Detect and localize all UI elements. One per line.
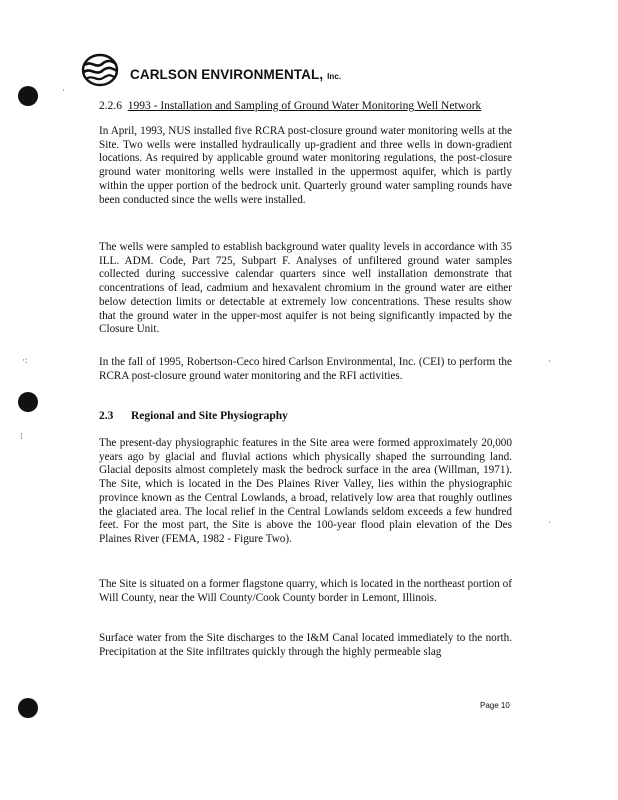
scan-speck: ·: [62, 85, 65, 95]
company-name: [130, 67, 341, 82]
binder-hole-bottom: [18, 698, 38, 718]
page-number: Page 10: [480, 701, 510, 710]
section-number: 2.3: [99, 410, 114, 422]
section-heading-2-2-6: [99, 100, 481, 112]
paragraph-site-location: The Site is situated on a former flagstone quarry, which is located in the northeast portion of Will County, near the Will County/Cook County border in Lemont, Illinois.: [99, 578, 512, 604]
section-heading-2-3: [99, 410, 288, 422]
binder-hole-top: [18, 86, 38, 106]
scan-speck: ·: [548, 356, 551, 366]
paragraph-surface-water: Surface water from the Site discharges to the I&M Canal located immediately to the north. Precipitation at the Site infiltrates quickly through the highly permeable slag: [99, 632, 512, 658]
scan-speck: ⁝: [20, 431, 23, 441]
scan-speck: ·: [548, 517, 551, 527]
section-title: Regional and Site Physiography: [131, 410, 288, 422]
paragraph-well-installation: In April, 1993, NUS installed five RCRA post-closure ground water monitoring wells at the Site. Two wells were installed hydraulically up-gradient and three wells in down-gradient locations. As required by applicable ground water monitoring regulations, the post-closure ground water monitoring wells were installed in the uppermost aquifer, which is partly within the upper portion of the bedrock unit. Quarterly ground water sampling rounds have been conducted since the wells were installed.: [99, 125, 512, 206]
paragraph-physiography: The present-day physiographic features in the Site area were formed approximately 20,000 years ago by glacial and fluvial actions which physically shaped the surrounding land. Glacial deposits almost completely mask the bedrock surface in the area (Willman, 1971). The Site, which is located in the Des Plaines River Valley, lies within the physiographic province known as the Central Lowlands, a broad, relatively low area that roughly outlines the glaciated area. The local relief in the Central Lowlands seldom exceeds a few hundred feet. For the most part, the Site is above the 100-year flood plain elevation of the Des Plaines River (FEMA, 1982 - Figure Two).: [99, 437, 512, 545]
binder-hole-middle: [18, 392, 38, 412]
paragraph-sampling-results: The wells were sampled to establish background water quality levels in accordance with 35 ILL. ADM. Code, Part 725, Subpart F. Analyses of unfiltered ground water samples collected during successive calendar quarters since well installation demonstrate that concentrations of lead, cadmium and hexavalent chromium in the ground water are either below detection limits or detectable at extremely low concentrations. These results show that the ground water in the upper-most aquifer is not being significantly impacted by the Closure Unit.: [99, 241, 512, 336]
paragraph-cei-hired: In the fall of 1995, Robertson-Ceco hired Carlson Environmental, Inc. (CEI) to perform the RCRA post-closure ground water monitoring and the RFI activities.: [99, 356, 512, 382]
company-name-text: CARLSON ENVIRONMENTAL,: [130, 67, 324, 82]
company-logo-icon: [80, 52, 120, 88]
section-title: 1993 - Installation and Sampling of Ground Water Monitoring Well Network: [127, 100, 482, 112]
scan-speck: ·:: [22, 355, 28, 365]
section-number: 2.2.6: [99, 100, 122, 112]
company-suffix: Inc.: [327, 72, 342, 81]
